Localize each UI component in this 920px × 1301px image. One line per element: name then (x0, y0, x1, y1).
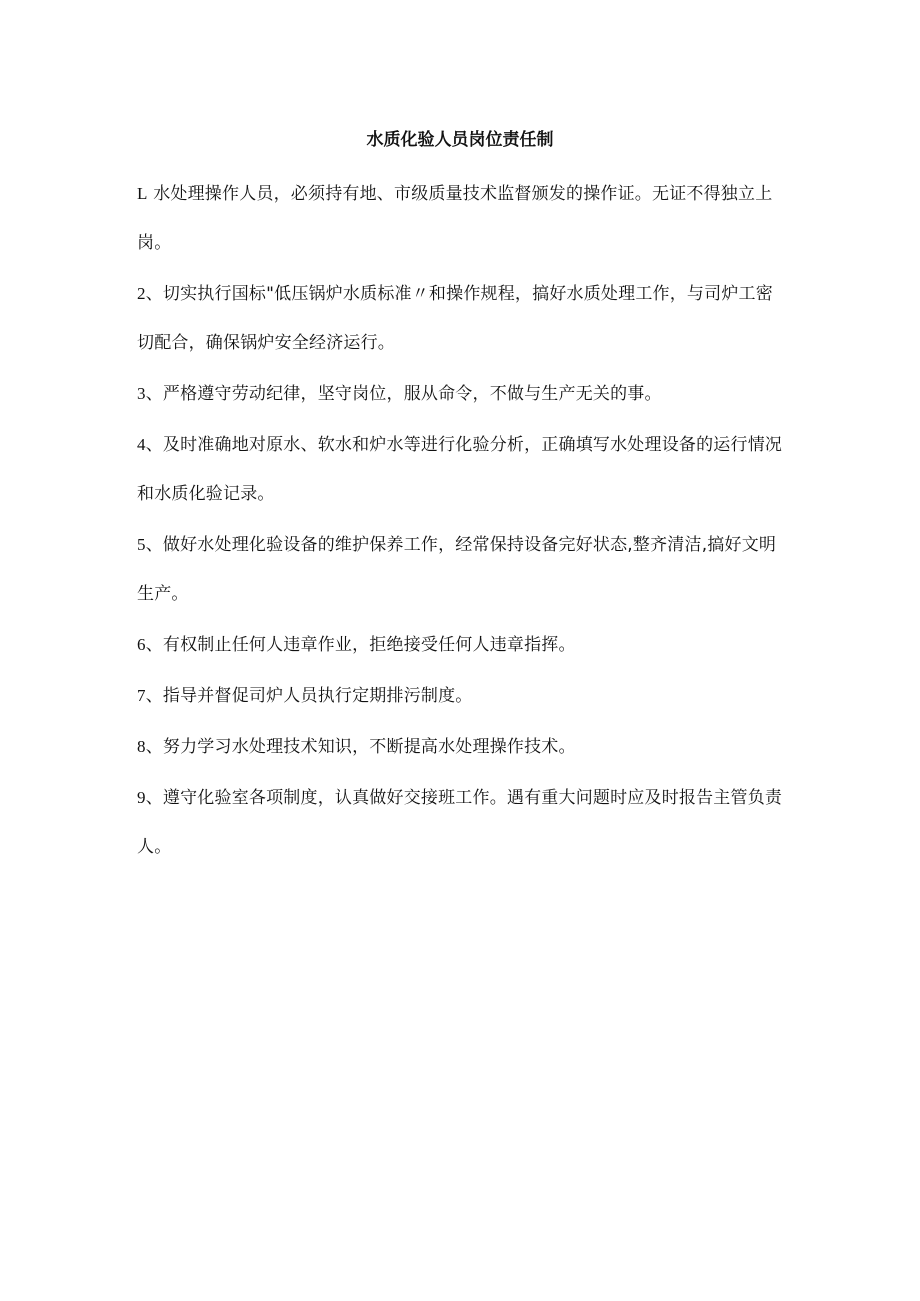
clause-2 (137, 269, 787, 368)
clause-3 (137, 369, 787, 419)
clause-7 (137, 671, 787, 721)
clause-number: 2 (137, 284, 146, 303)
clause-list (137, 169, 787, 873)
clause-number: 7 (137, 686, 146, 705)
clause-text: 做好水处理化验设备的维护保养工作，经常保持设备完好状态,整齐清洁,搞好文明生产。 (137, 535, 777, 604)
clause-number: 3 (137, 384, 146, 403)
clause-text: 努力学习水处理技术知识，不断提高水处理操作技术。 (162, 737, 576, 757)
clause-separator: 、 (145, 635, 163, 655)
clause-text: 水处理操作人员，必须持有地、市级质量技术监督颁发的操作证。无证不得独立上岗。 (137, 184, 773, 253)
clause-number: 6 (137, 635, 146, 654)
clause-text: 指导并督促司炉人员执行定期排污制度。 (162, 686, 473, 706)
clause-separator: 、 (145, 284, 163, 304)
clause-number: L (137, 184, 148, 203)
clause-text: 及时准确地对原水、软水和炉水等进行化验分析，正确填写水处理设备的运行情况和水质化验记录。 (137, 435, 783, 504)
clause-separator: 、 (145, 435, 163, 455)
clause-5 (137, 520, 787, 619)
document-title: 水质化验人员岗位责任制 (366, 130, 554, 150)
clause-6 (137, 620, 787, 670)
clause-8 (137, 722, 787, 772)
clause-9 (137, 773, 787, 872)
clause-number: 8 (137, 737, 146, 756)
clause-1 (137, 169, 787, 268)
clause-text: 严格遵守劳动纪律，坚守岗位，服从命令，不做与生产无关的事。 (162, 384, 662, 404)
clause-text: 切实执行国标"低压锅炉水质标准〃和操作规程，搞好水质处理工作，与司炉工密切配合，确保锅炉安全经济运行。 (137, 284, 773, 353)
clause-text: 遵守化验室各项制度，认真做好交接班工作。遇有重大问题时应及时报告主管负责人。 (137, 788, 783, 857)
clause-number: 9 (137, 788, 146, 807)
clause-separator: 、 (145, 737, 163, 757)
clause-separator: 、 (145, 686, 163, 706)
clause-separator: 、 (145, 788, 163, 808)
clause-separator: 、 (145, 535, 163, 555)
clause-separator: 、 (145, 384, 163, 404)
clause-text: 有权制止任何人违章作业，拒绝接受任何人违章指挥。 (162, 635, 576, 655)
clause-number: 5 (137, 535, 146, 554)
clause-number: 4 (137, 435, 146, 454)
clause-4 (137, 420, 787, 519)
